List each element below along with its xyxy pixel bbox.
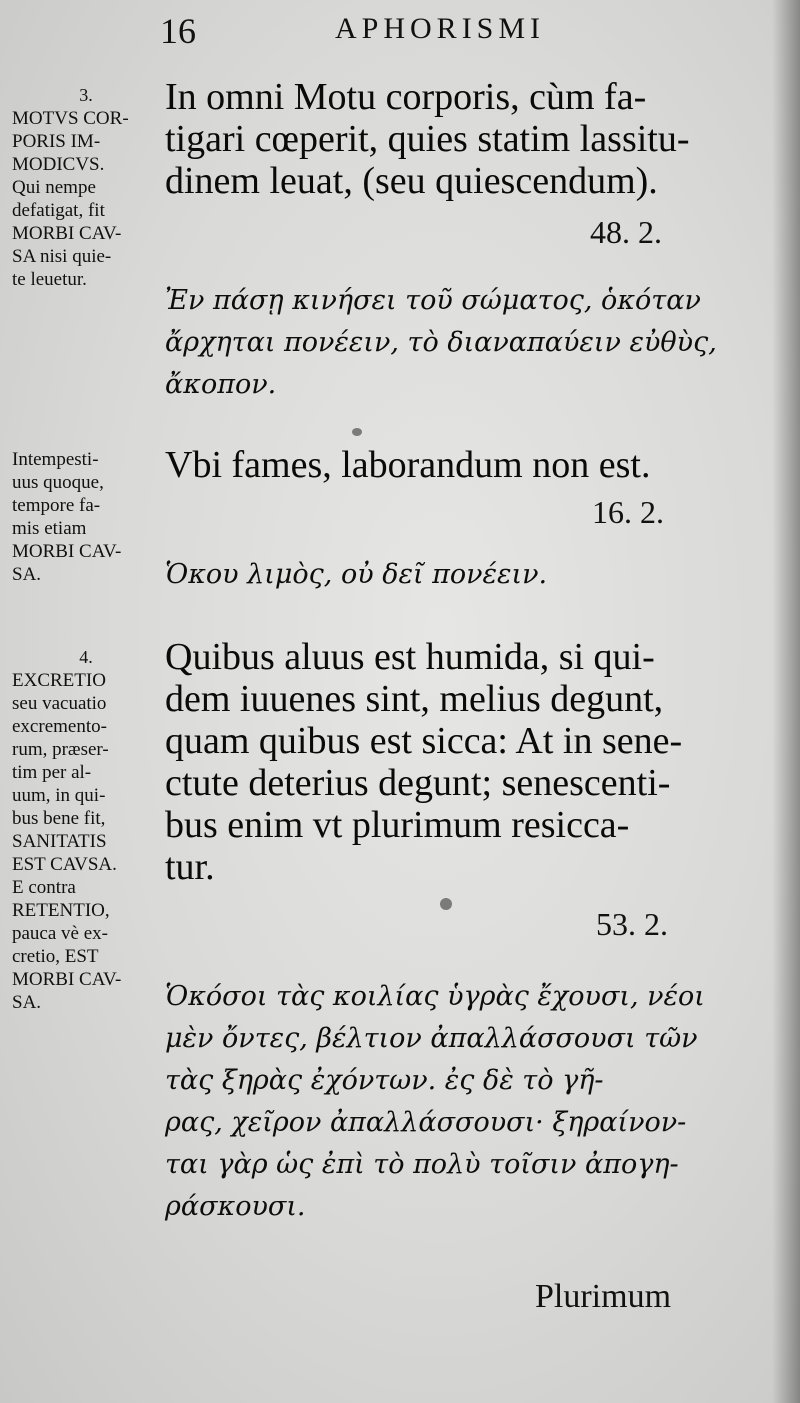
margin-note-line: excremento- [12,716,107,737]
running-head: APHORISMI [335,12,546,45]
ink-blot [440,898,452,910]
page-header [160,10,760,50]
aphorism-number: 3. [79,85,93,105]
greek-line: μὲν ὄντες, βέλτιον ἀπαλλάσσουσι τῶν [165,1023,698,1054]
latin-line: dem iuuenes sint, melius degunt, [165,678,664,720]
margin-note-line: Intempesti- [12,449,99,470]
margin-note-line: tim per al- [12,762,92,783]
margin-note-line: tempore fa- [12,495,101,516]
margin-note-line: rum, præser- [12,739,109,760]
margin-note-line: SA nisi quie- [12,246,112,267]
margin-note-line: EXCRETIO [12,670,106,691]
greek-text-aphorism-1 [165,280,725,406]
reference-aphorism-2: 16. 2. [592,494,664,530]
greek-line: ται γὰρ ὡς ἐπὶ τὸ πολὺ τοῖσιν ἀπογη- [165,1149,679,1180]
catchword: Plurimum [535,1278,672,1315]
margin-note-line: Qui nempe [12,177,96,198]
latin-line: Vbi fames, laborandum non est. [165,444,651,486]
margin-note-line: seu vacuatio [12,693,107,714]
greek-line: ρας, χεῖρον ἀπαλλάσσουσι· ξηραίνον- [165,1107,687,1138]
margin-note-aphorism-1 [12,84,160,291]
greek-line: ἄρχηται πονέειν, τὸ διαναπαύειν εὐθὺς, [165,327,717,358]
greek-text-aphorism-3 [165,976,725,1228]
margin-note-aphorism-2 [12,448,160,586]
latin-line: ctute deterius degunt; senescenti- [165,762,671,804]
greek-line: ράσκουσι. [165,1191,306,1222]
page-number: 16 [160,11,196,51]
greek-line: Ὁκόσοι τὰς κοιλίας ὑγρὰς ἔχουσι, νέοι [165,981,705,1012]
margin-note-line: te leuetur. [12,269,87,290]
margin-note-line: uus quoque, [12,472,104,493]
greek-line: ἄκοπον. [165,369,277,400]
latin-line: dinem leuat, (seu quiescendum). [165,160,658,202]
margin-note-aphorism-3 [12,646,160,1014]
reference-aphorism-3: 53. 2. [596,906,668,942]
reference-aphorism-1: 48. 2. [590,214,662,250]
margin-note-line: pauca vè ex- [12,923,108,944]
margin-note-line: mis etiam [12,518,87,539]
margin-note-line: bus bene fit, [12,808,106,829]
margin-note-line: SA. [12,564,42,585]
margin-note-line: uum, in qui- [12,785,106,806]
margin-note-line: MODICVS. [12,154,105,175]
margin-note-line: MORBI CAV- [12,223,122,244]
margin-note-line: SA. [12,992,42,1013]
greek-line: Ὁκου λιμὸς, οὐ δεῖ πονέειν. [165,559,548,590]
margin-note-line: MOTVS COR- [12,108,129,129]
page-edge-shadow [772,0,800,1403]
ink-blot [352,428,362,436]
margin-note-line: PORIS IM- [12,131,101,152]
margin-note-line: SANITATIS [12,831,107,852]
greek-line: τὰς ξηρὰς ἐχόντων. ἐς δὲ τὸ γῆ- [165,1065,604,1096]
latin-line: Quibus aluus est humida, si qui- [165,636,655,678]
greek-line: Ἐν πάσῃ κινήσει τοῦ σώματος, ὁκόταν [165,285,701,316]
latin-text-aphorism-1 [165,76,725,202]
latin-line: tigari cœperit, quies statim lassitu- [165,118,690,160]
latin-line: In omni Motu corporis, cùm fa- [165,76,647,118]
latin-line: tur. [165,846,215,888]
margin-note-line: RETENTIO, [12,900,110,921]
greek-text-aphorism-2 [165,554,725,596]
margin-note-line: MORBI CAV- [12,969,122,990]
latin-text-aphorism-2 [165,444,725,486]
margin-note-line: MORBI CAV- [12,541,122,562]
latin-line: quam quibus est sicca: At in sene- [165,720,683,762]
latin-line: bus enim vt plurimum resicca- [165,804,630,846]
margin-note-line: cretio, EST [12,946,99,967]
latin-text-aphorism-3 [165,636,725,888]
aphorism-number: 4. [79,647,93,667]
margin-note-line: EST CAVSA. [12,854,117,875]
margin-note-line: defatigat, fit [12,200,105,221]
margin-note-line: E contra [12,877,76,898]
